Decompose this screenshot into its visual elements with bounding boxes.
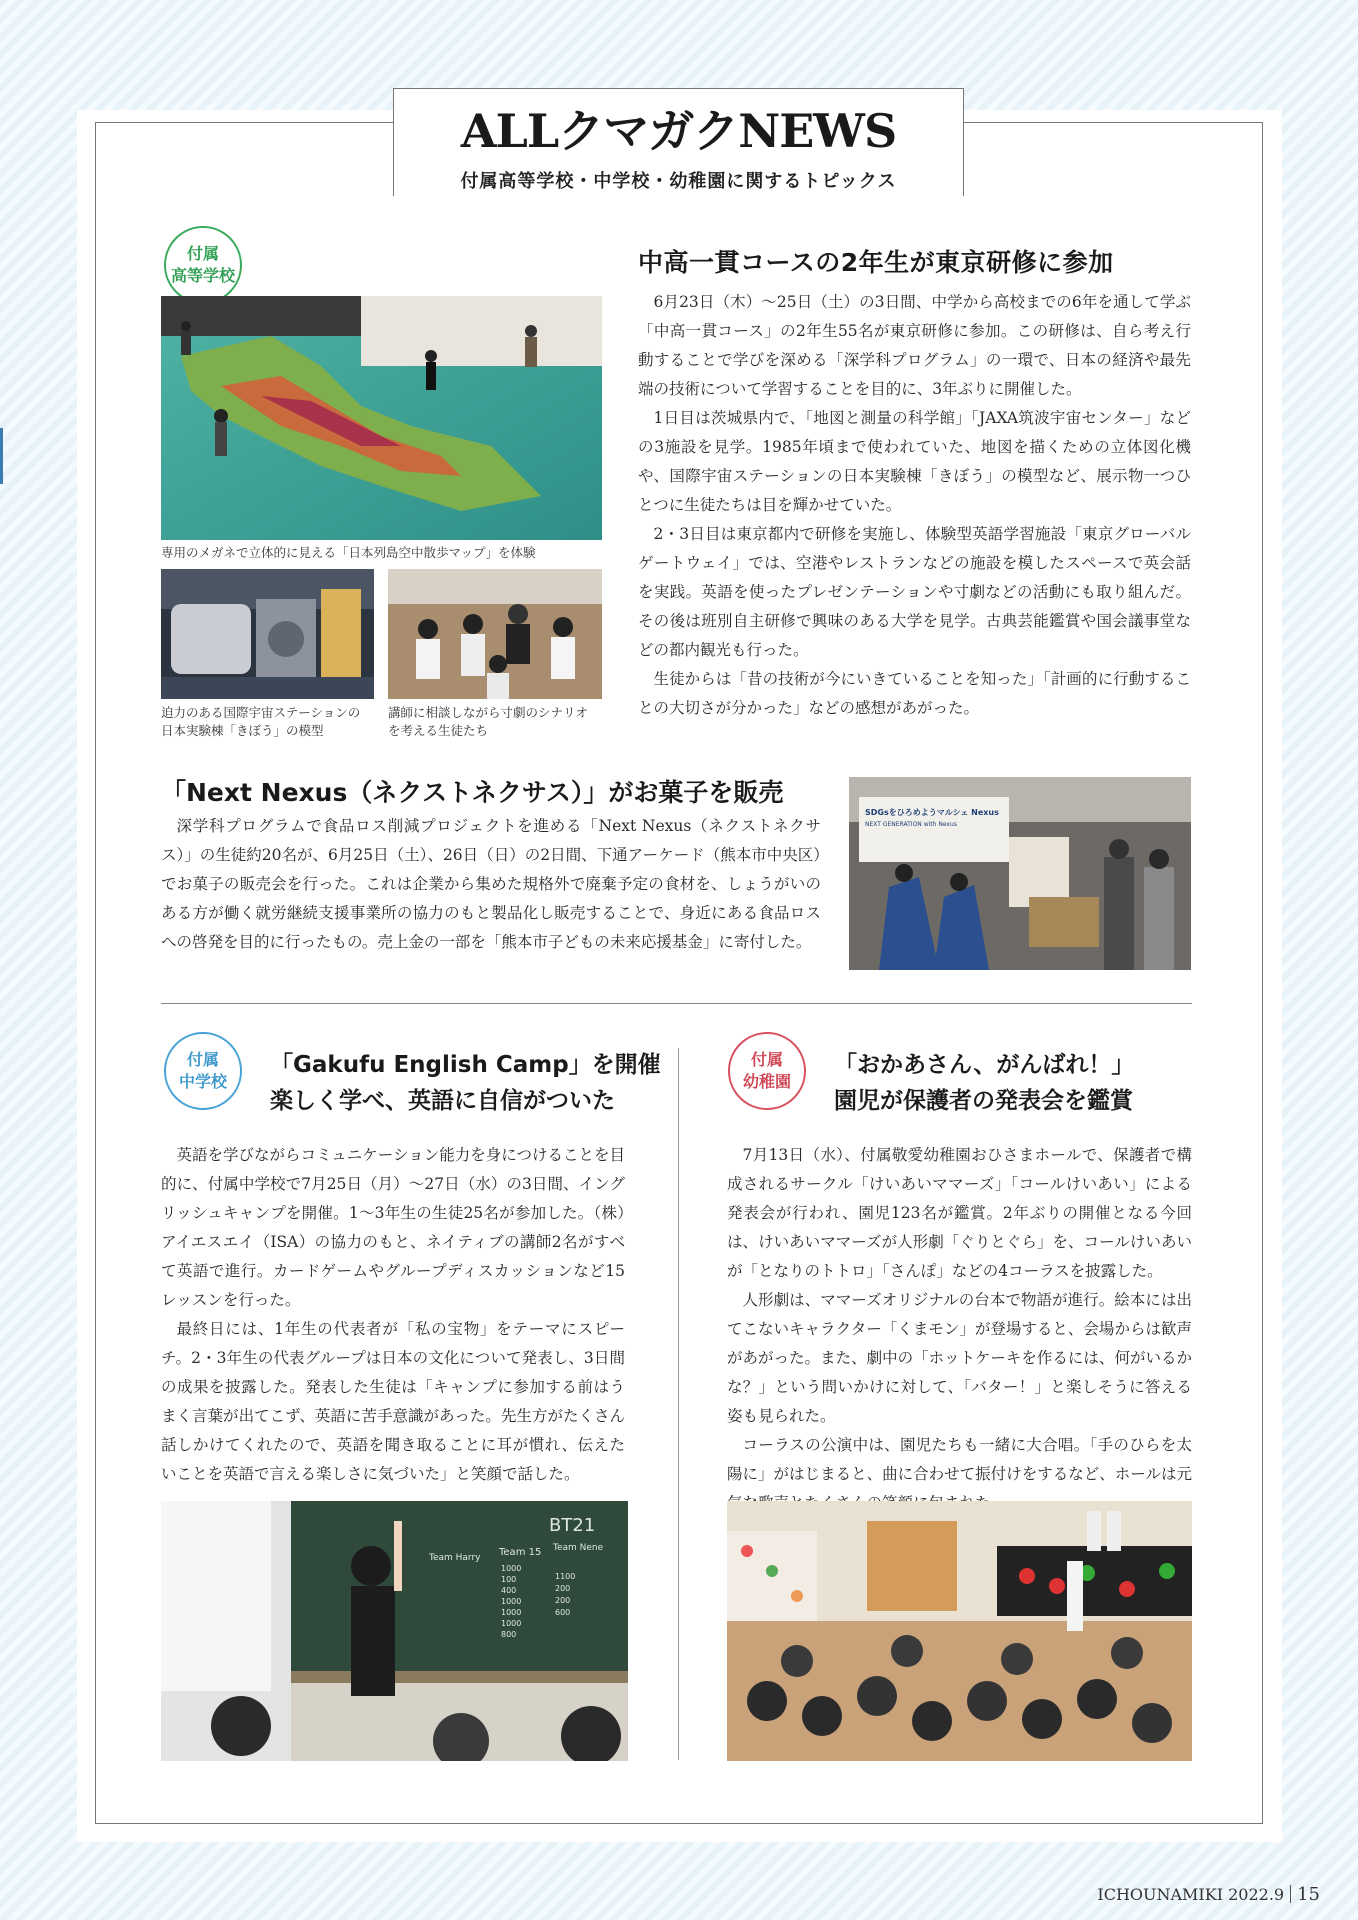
badge-kindergarten bbox=[728, 1032, 806, 1110]
caption-line: 日本実験棟「きぼう」の模型 bbox=[161, 723, 324, 738]
badge-junior-high bbox=[164, 1032, 242, 1110]
article4-paragraph: コーラスの公演中は、園児たちも一緒に大合唱。「手のひらを太陽に」がはじまると、曲に合わせて振付けをするなど、ホールは元 bbox=[727, 1436, 1192, 1483]
page-footer bbox=[1097, 1884, 1320, 1905]
photo-map-experience bbox=[161, 296, 602, 540]
masthead-subtitle: 付属高等学校・中学校・幼稚園に関するトピックス bbox=[460, 171, 897, 192]
article1-body bbox=[638, 288, 1191, 723]
headline-line: 「Gakufu English Camp」を開催 bbox=[270, 1052, 661, 1078]
masthead-title: ALLクマガクNEWS bbox=[460, 104, 897, 158]
article3-paragraph: 英語を学びながらコミュニケーション能力を身につけることを目的に、付属中学校で7月25日（月）～27日（水）の3日間、イングリッシュキャンプを開催。1～3年生の生徒25名が参加した。（株）アイエスエイ（ISA）の協力のもと、ネイティブの講師2名がすべて英語で進行。カードゲームやグループディスカッションなど15レッスンを行った。 bbox=[161, 1146, 625, 1309]
article2-paragraph: 深学科プログラムで食品ロス削減プロジェクトを進める「Next Nexus（ネクストネクサス）」の生徒約20名が、6月25日（土）、26日（日）の2日間、下通アーケード（熊本市中央区）でお菓子の販売会を行った。これは企業から集めた規格外で廃棄予定の食材を、しょうがいのある方が働く就労継続支援事業所の協力のもと製品化し販売することで、身近にある食品ロスへの啓発を目的に行ったもの。売上金の一部を「熊本市子どもの未来応援基金」に寄付した。 bbox=[161, 817, 821, 951]
article1-headline: 中高一貫コースの2年生が東京研修に参加 bbox=[638, 248, 1114, 277]
article4-paragraph: 人形劇は、ママーズオリジナルの台本で物語が進行。絵本には出てこないキャラクター「くまモン」が登場すると、会場からは歓声があがった。また、劇中の「ホットケーキを作るには、何がいるかな？」という問いかけに対して、「バター！」と楽しそうに答える姿も見られた。 bbox=[727, 1291, 1192, 1425]
article4-headline bbox=[834, 1047, 1134, 1119]
board-title: BT21 bbox=[549, 1515, 596, 1536]
headline-line: 園児が保護者の発表会を鑑賞 bbox=[834, 1088, 1133, 1114]
headline-line: 「おかあさん、がんばれ！」 bbox=[834, 1052, 1135, 1078]
article4-paragraph: 7月13日（水）、付属敬愛幼稚園おひさまホールで、保護者で構成されるサークル「けいあいママーズ」「コールけいあい」による発表会が行われ、園児123名が鑑賞。2年ぶりの開催となる今回は、けいあいママーズが人形劇「ぐりとぐら」を、コールけいあいが「となりのトトロ」「さんぽ」などの4コーラスを披露した。 bbox=[727, 1146, 1192, 1280]
board-score: 200 bbox=[555, 1584, 571, 1593]
board-score: 400 bbox=[501, 1586, 517, 1595]
board-score: 1000 bbox=[501, 1619, 522, 1628]
sign-text: SDGsをひろめようマルシェ Nexus bbox=[865, 808, 999, 817]
badge-line: 付属 bbox=[186, 1050, 219, 1069]
caption-line: 講師に相談しながら寸劇のシナリオ bbox=[388, 705, 588, 720]
photo-skit-planning bbox=[388, 569, 602, 699]
board-score: 1000 bbox=[501, 1608, 522, 1617]
board-score: 600 bbox=[555, 1608, 571, 1617]
section-divider bbox=[161, 1003, 1192, 1004]
board-score: 200 bbox=[555, 1596, 571, 1605]
badge-line: 付属 bbox=[750, 1050, 783, 1069]
badge-line: 中学校 bbox=[178, 1072, 227, 1091]
caption-line: を考える生徒たち bbox=[388, 723, 489, 738]
masthead bbox=[393, 88, 964, 196]
page-edge-tab bbox=[0, 428, 3, 484]
caption-line: 迫力のある国際宇宙ステーションの bbox=[161, 705, 361, 720]
board-score: 1000 bbox=[501, 1597, 522, 1606]
badge-line: 高等学校 bbox=[170, 266, 235, 285]
article2-body bbox=[161, 812, 821, 957]
issue-label: ICHOUNAMIKI 2022.9 bbox=[1097, 1885, 1285, 1904]
article1-paragraph: 1日目は茨城県内で、「地図と測量の科学館」「JAXA筑波宇宙センター」などの3施設を見学。1985年頃まで使われていた、地図を描くための立体図化機や、国際宇宙ステーションの日本実験棟「きぼう」の模型など、展示物一つひとつに生徒たちは目を輝かせていた。 bbox=[638, 409, 1191, 514]
article3-body bbox=[161, 1141, 625, 1489]
article1-paragraph: 6月23日（木）～25日（土）の3日間、中学から高校までの6年を通して学ぶ「中高一貫コース」の2年生55名が東京研修に参加。この研修は、自ら考え行動することで学びを深める「深学科プログラム」の一環で、日本の経済や最先端の技術について学習することを目的に、3年ぶりに開催した。 bbox=[638, 293, 1191, 398]
photo-english-class bbox=[161, 1501, 628, 1761]
badge-high-school bbox=[164, 226, 242, 304]
board-score: 100 bbox=[501, 1575, 517, 1584]
board-scores-b bbox=[555, 1571, 575, 1619]
board-score: 800 bbox=[501, 1630, 517, 1639]
board-score: 1000 bbox=[501, 1564, 522, 1573]
photo-kindergarten-performance bbox=[727, 1501, 1192, 1761]
board-team-2: Team 15 bbox=[499, 1547, 542, 1558]
badge-line: 幼稚園 bbox=[742, 1072, 791, 1091]
article1-paragraph: 2・3日目は東京都内で研修を実施し、体験型英語学習施設「東京グローバルゲートウェイ」では、空港やレストランなどの施設を模したスペースで英会話を実践。英語を使ったプレゼンテーションや寸劇などの活動にも取り組んだ。その後は班別自主研修で興味のある大学を見学。古典芸能鑑賞や国会議事堂などの都内観光も行った。 bbox=[638, 525, 1191, 659]
article3-headline bbox=[270, 1047, 661, 1119]
board-scores-a bbox=[501, 1563, 521, 1640]
column-divider bbox=[678, 1048, 679, 1760]
badge-line: 付属 bbox=[186, 244, 219, 263]
photo-sweets-sale bbox=[849, 777, 1191, 970]
footer-separator bbox=[1290, 1885, 1291, 1903]
article2-headline: 「Next Nexus（ネクストネクサス）」がお菓子を販売 bbox=[161, 778, 784, 807]
article3-paragraph: 最終日には、1年生の代表者が「私の宝物」をテーマにスピーチ。2・3年生の代表グループは日本の文化について発表し、3日間の成果を披露した。発表した生徒は「キャンプに参加する前はうまく言葉が出てこず、英語に苦手意識があった。先生方がたくさん話しかけてくれたので、英語を聞き取ることに耳が慣れ、伝えたいことを英語で言える楽しさに気づいた」と笑顔で話した。 bbox=[161, 1320, 625, 1483]
sign-subtext: NEXT GENERATION with Nexus bbox=[865, 821, 957, 828]
page-number: 15 bbox=[1297, 1884, 1320, 1905]
caption-skit-planning bbox=[388, 704, 608, 740]
board-team-1: Team Harry bbox=[429, 1553, 481, 1563]
headline-line: 楽しく学べ、英語に自信がついた bbox=[270, 1088, 615, 1114]
photo-space-module bbox=[161, 569, 374, 699]
board-team-3: Team Nene bbox=[553, 1543, 604, 1553]
article4-body bbox=[727, 1141, 1192, 1518]
caption-map: 専用のメガネで立体的に見える「日本列島空中散歩マップ」を体験 bbox=[161, 545, 536, 560]
board-score: 1100 bbox=[555, 1572, 576, 1581]
article1-paragraph: 生徒からは「昔の技術が今にいきていることを知った」「計画的に行動することの大切さが分かった」などの感想があがった。 bbox=[638, 670, 1191, 717]
caption-space-module bbox=[161, 704, 381, 740]
